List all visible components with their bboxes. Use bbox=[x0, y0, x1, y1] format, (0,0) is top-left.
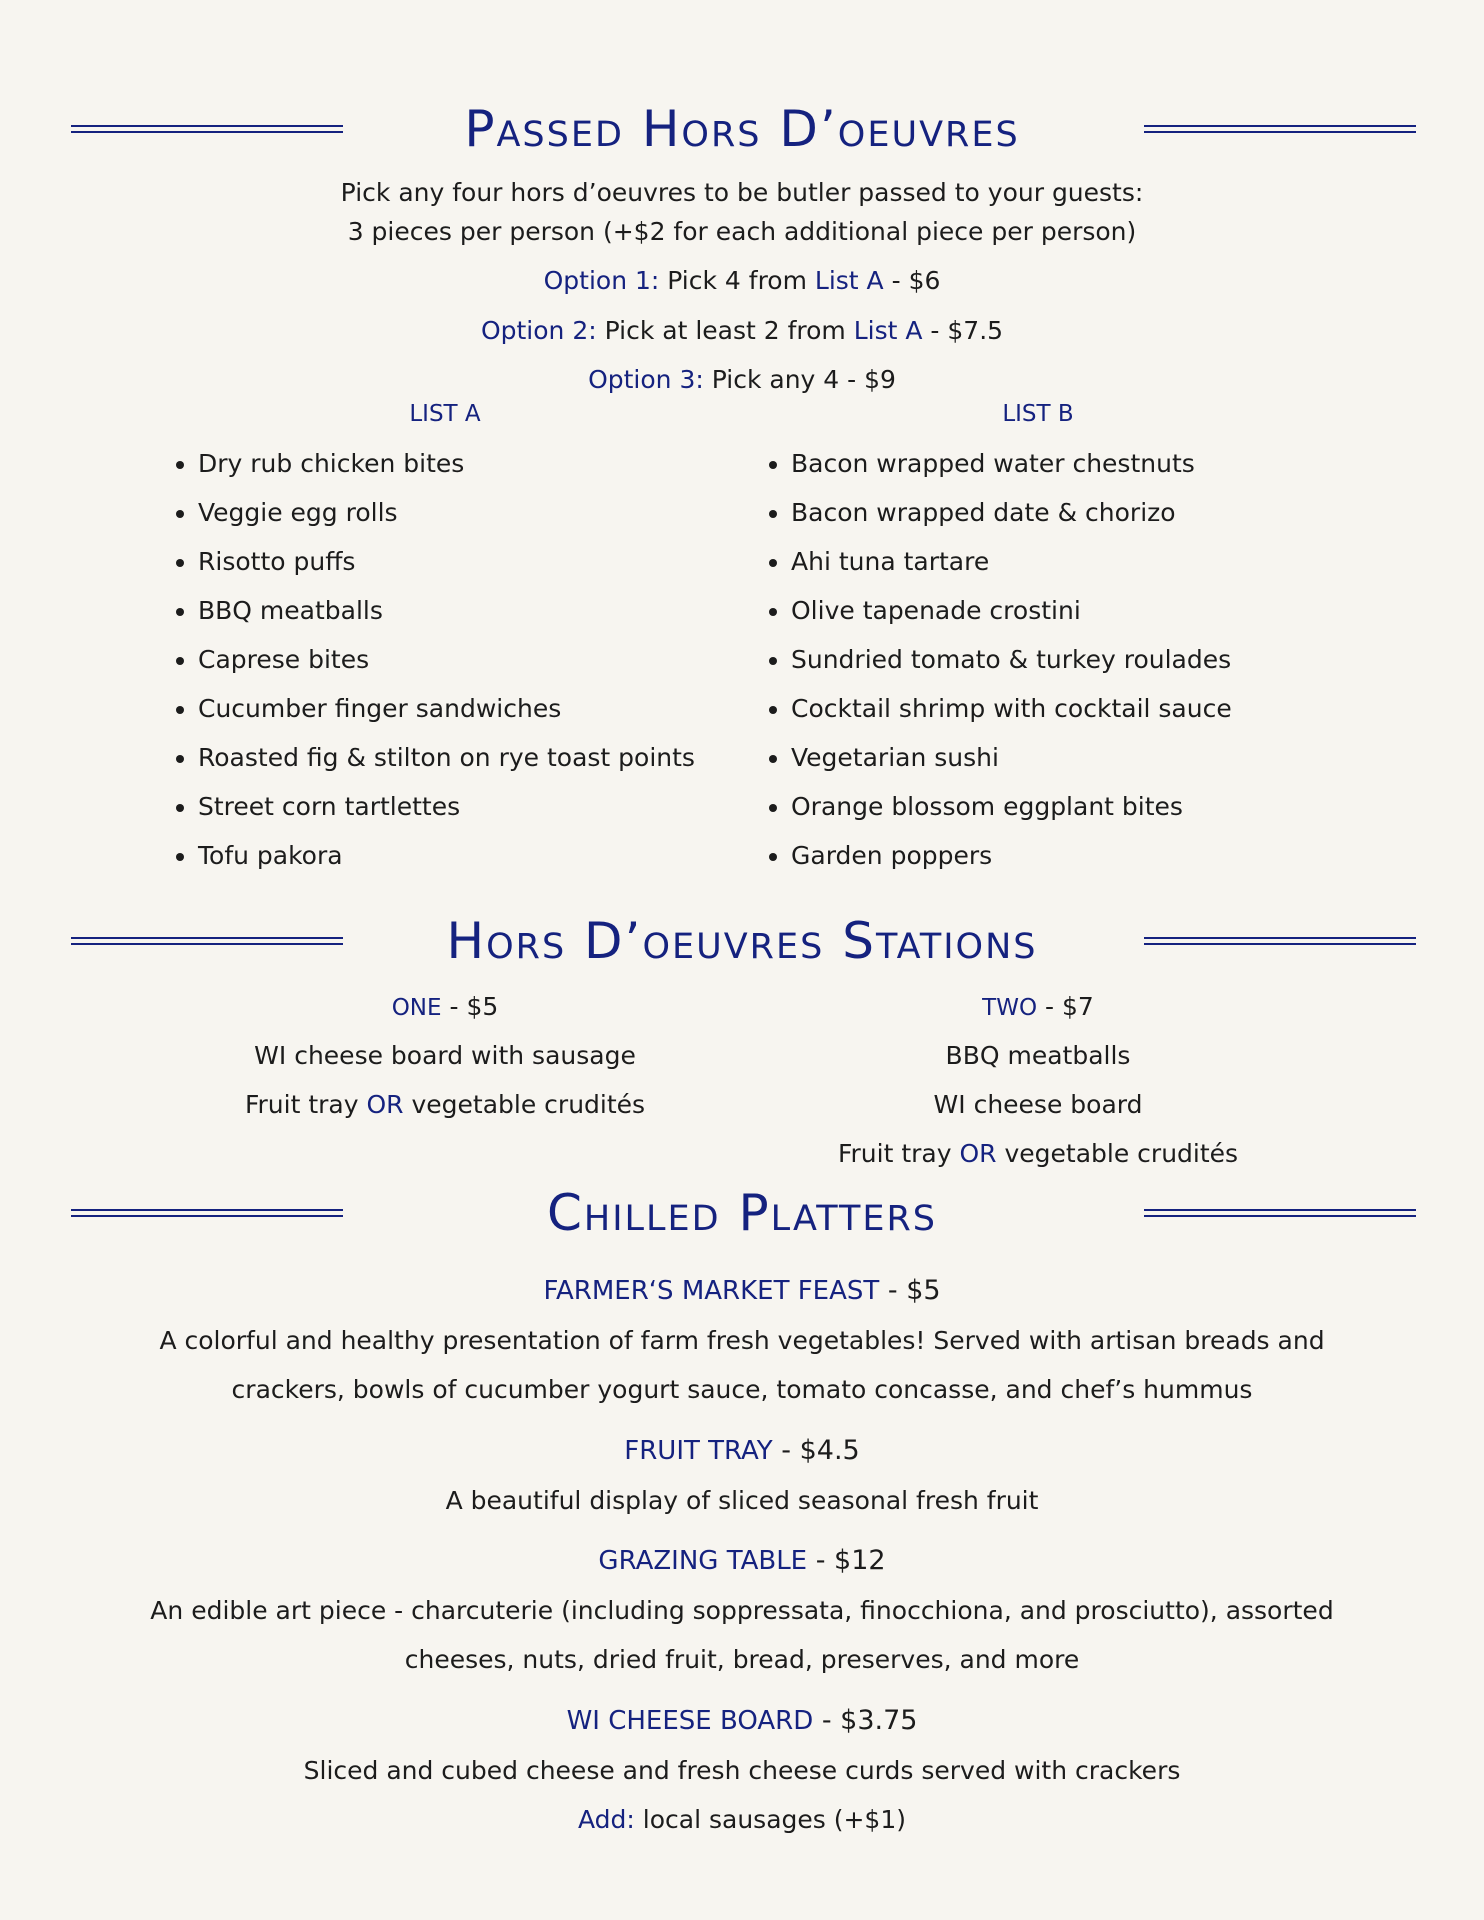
list-a bbox=[166, 439, 695, 880]
platter-description: crackers, bowls of cucumber yogurt sauce, tomato concasse, and chef’s hummus bbox=[231, 1375, 1253, 1404]
list-a-heading: LIST A bbox=[409, 401, 481, 427]
option-label: Option 2: bbox=[480, 316, 597, 345]
platter-name: FARMER‘S MARKET FEAST bbox=[543, 1276, 880, 1306]
list-item: • Bacon wrapped date & chorizo bbox=[791, 488, 1232, 537]
option-list: List A bbox=[853, 316, 923, 345]
list-item: • Garden poppers bbox=[791, 831, 1232, 880]
platter-description: A colorful and healthy presentation of farm fresh vegetables! Served with artisan breads and bbox=[159, 1326, 1325, 1355]
header-rule-left bbox=[71, 125, 343, 133]
list-item: • Street corn tartlettes bbox=[198, 782, 695, 831]
platter-title bbox=[0, 1435, 1484, 1466]
station-price: - $7 bbox=[1037, 992, 1094, 1021]
station-two-line-1: BBQ meatballs bbox=[945, 1041, 1131, 1070]
list-item: • Vegetarian sushi bbox=[791, 733, 1232, 782]
platter-name: FRUIT TRAY bbox=[624, 1436, 773, 1466]
option-text: Pick 4 from bbox=[659, 266, 815, 295]
addon-label: Add: bbox=[578, 1805, 635, 1834]
station-one-heading bbox=[145, 992, 745, 1021]
list-b bbox=[759, 439, 1232, 880]
option-2 bbox=[0, 316, 1484, 345]
platter-name: GRAZING TABLE bbox=[598, 1546, 808, 1576]
option-list: List A bbox=[814, 266, 884, 295]
platter-title bbox=[0, 1275, 1484, 1306]
option-label: Option 1: bbox=[543, 266, 660, 295]
station-price: - $5 bbox=[441, 992, 499, 1021]
platter-description: cheeses, nuts, dried fruit, bread, preserves, and more bbox=[404, 1645, 1080, 1674]
list-item: • Veggie egg rolls bbox=[198, 488, 695, 537]
header-rule-right bbox=[1144, 937, 1416, 945]
list-item: • Cucumber finger sandwiches bbox=[198, 684, 695, 733]
station-two-line-2: WI cheese board bbox=[933, 1090, 1143, 1119]
header-rule-right bbox=[1144, 1209, 1416, 1217]
passed-header bbox=[0, 98, 1484, 160]
station-two-heading bbox=[738, 992, 1338, 1021]
station-text: vegetable crudités bbox=[403, 1090, 646, 1119]
list-item: • Olive tapenade crostini bbox=[791, 586, 1232, 635]
platter-price: - $5 bbox=[879, 1275, 941, 1306]
platter-name: WI CHEESE BOARD bbox=[566, 1706, 814, 1736]
addon-text: local sausages (+$1) bbox=[634, 1805, 906, 1834]
header-rule-right bbox=[1144, 125, 1416, 133]
list-b-heading: LIST B bbox=[1002, 401, 1074, 427]
option-text: Pick any 4 - $9 bbox=[703, 365, 896, 394]
platter-price: - $12 bbox=[807, 1545, 886, 1576]
station-name: TWO bbox=[982, 995, 1038, 1021]
platter-description: An edible art piece - charcuterie (including soppressata, finocchiona, and prosciutto), assorted bbox=[150, 1596, 1334, 1625]
list-item: • Tofu pakora bbox=[198, 831, 695, 880]
platters-title: Chilled Platters bbox=[547, 1184, 937, 1242]
platter-title bbox=[0, 1705, 1484, 1736]
option-text: Pick at least 2 from bbox=[596, 316, 854, 345]
option-label: Option 3: bbox=[588, 365, 704, 394]
station-text: vegetable crudités bbox=[996, 1139, 1239, 1168]
platter-price: - $4.5 bbox=[772, 1435, 860, 1466]
stations-header bbox=[0, 910, 1484, 972]
station-text: Fruit tray bbox=[244, 1090, 367, 1119]
header-rule-left bbox=[71, 937, 343, 945]
list-item: • Bacon wrapped water chestnuts bbox=[791, 439, 1232, 488]
list-item: • Cocktail shrimp with cocktail sauce bbox=[791, 684, 1232, 733]
platters-header bbox=[0, 1182, 1484, 1244]
station-or: OR bbox=[959, 1139, 997, 1168]
list-item: • Roasted fig & stilton on rye toast points bbox=[198, 733, 695, 782]
list-item: • BBQ meatballs bbox=[198, 586, 695, 635]
list-item: • Risotto puffs bbox=[198, 537, 695, 586]
option-price: - $6 bbox=[883, 266, 941, 295]
platter-description: Sliced and cubed cheese and fresh cheese curds served with crackers bbox=[303, 1756, 1181, 1785]
list-item: • Orange blossom eggplant bites bbox=[791, 782, 1232, 831]
station-one-line-2 bbox=[145, 1090, 745, 1119]
option-1 bbox=[0, 266, 1484, 295]
station-two-line-3 bbox=[738, 1139, 1338, 1168]
station-name: ONE bbox=[391, 995, 442, 1021]
list-item: • Dry rub chicken bites bbox=[198, 439, 695, 488]
passed-intro-line-2: 3 pieces per person (+$2 for each additional piece per person) bbox=[347, 217, 1137, 246]
platter-description: A beautiful display of sliced seasonal fresh fruit bbox=[445, 1486, 1039, 1515]
option-3 bbox=[0, 365, 1484, 394]
passed-title: Passed Hors D’oeuvres bbox=[464, 100, 1020, 158]
passed-intro-line-1: Pick any four hors d’oeuvres to be butler passed to your guests: bbox=[340, 178, 1144, 207]
platter-price: - $3.75 bbox=[813, 1705, 918, 1736]
option-price: - $7.5 bbox=[922, 316, 1004, 345]
station-one-line-1: WI cheese board with sausage bbox=[254, 1041, 636, 1070]
platter-title bbox=[0, 1545, 1484, 1576]
list-item: • Ahi tuna tartare bbox=[791, 537, 1232, 586]
header-rule-left bbox=[71, 1209, 343, 1217]
list-item: • Sundried tomato & turkey roulades bbox=[791, 635, 1232, 684]
list-item: • Caprese bites bbox=[198, 635, 695, 684]
station-or: OR bbox=[366, 1090, 404, 1119]
stations-title: Hors D’oeuvres Stations bbox=[446, 912, 1038, 970]
station-text: Fruit tray bbox=[837, 1139, 960, 1168]
platter-addon bbox=[0, 1805, 1484, 1834]
